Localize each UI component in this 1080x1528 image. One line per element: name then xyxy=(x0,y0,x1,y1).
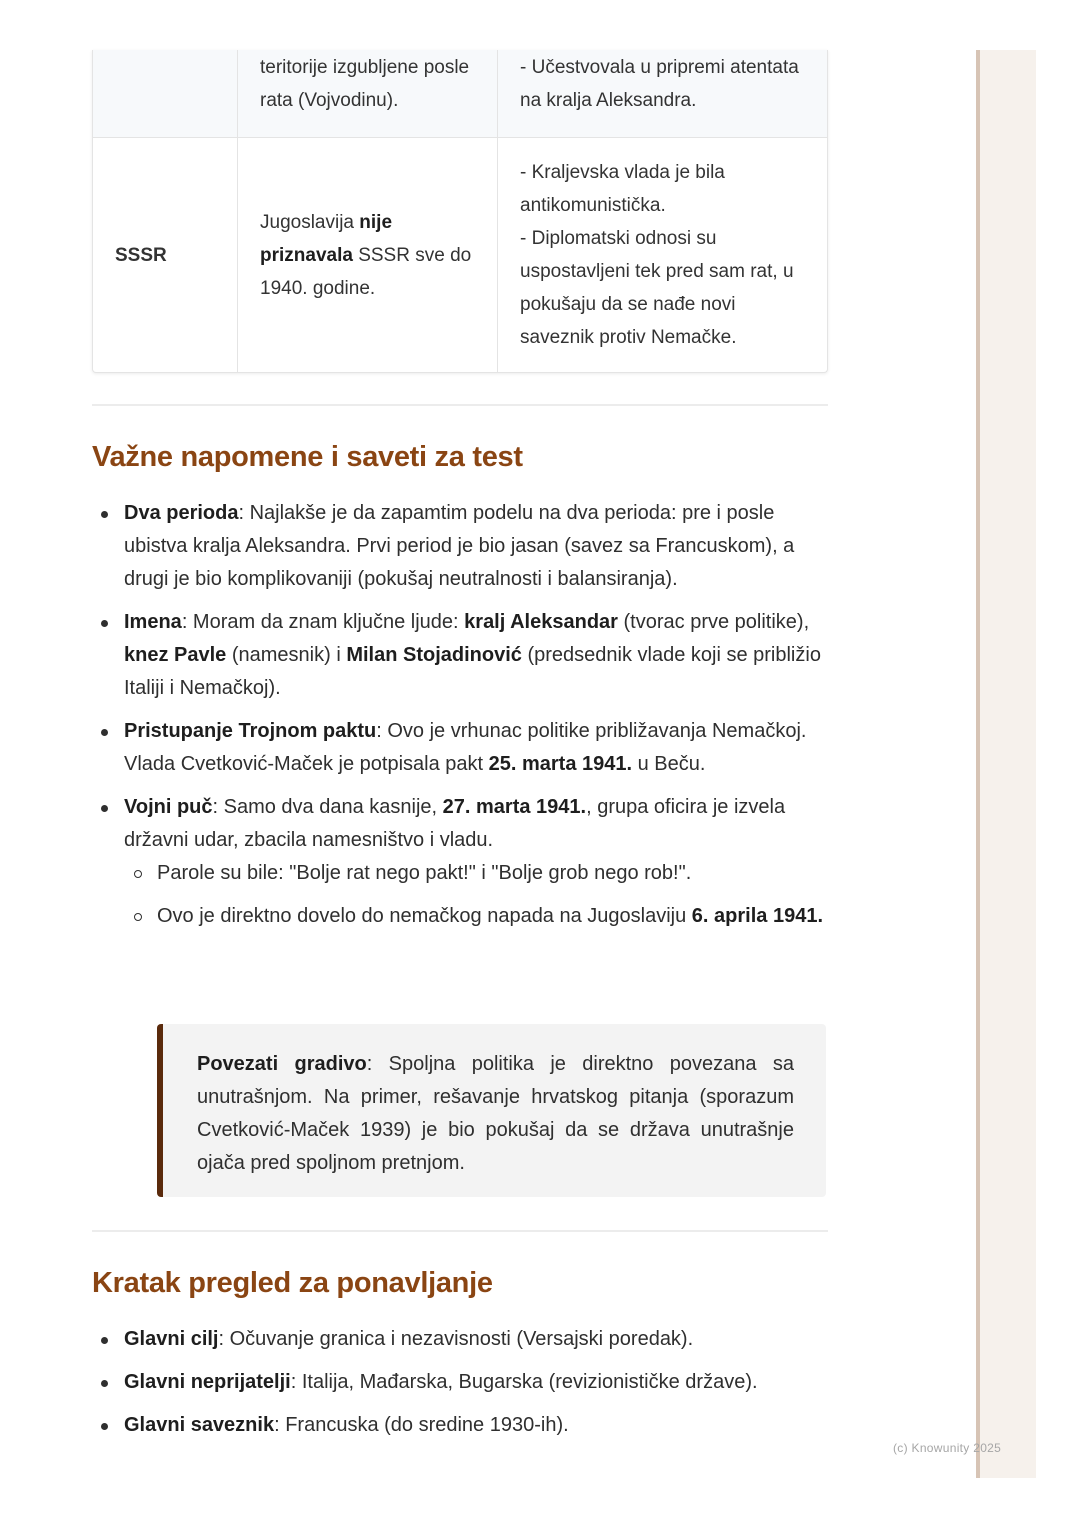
text: Jugoslavija xyxy=(260,211,360,233)
callout-label: Povezati gradivo xyxy=(197,1053,367,1075)
table-cell-relation xyxy=(238,138,498,373)
item-text: : Francuska (do sredine 1930-ih). xyxy=(274,1414,569,1436)
table-row xyxy=(93,138,827,373)
tips-list xyxy=(92,497,828,943)
table-cell-country: SSSR xyxy=(93,138,238,373)
watermark: (c) Knowunity 2025 xyxy=(893,1441,1002,1455)
item-text: : Ovo je vrhunac politike približavanja Nemačkoj. Vlada Cvetković-Maček je potpisala pakt xyxy=(124,720,807,775)
sub-list xyxy=(124,857,828,933)
item-text: : Moram da znam ključne ljude: xyxy=(181,611,465,633)
bold-text: Milan Stojadinović xyxy=(346,644,522,666)
note-line: - Diplomatski odnosi su uspostavljeni tek pred sam rat, u pokušaju da se nađe novi saveznik protiv Nemačke. xyxy=(520,228,794,348)
table-cell-relation: teritorije izgubljene posle rata (Vojvodinu). xyxy=(238,50,498,138)
bold-text: 27. marta 1941. xyxy=(442,796,587,818)
item-text: u Beču. xyxy=(632,753,706,775)
item-label: Pristupanje Trojnom paktu xyxy=(124,720,377,742)
bold-text: 25. marta 1941. xyxy=(488,753,633,775)
item-text: , grupa oficira je izvela državni udar, zbacila namesništvo i vladu. xyxy=(124,796,786,851)
bold-text: nije priznavala xyxy=(260,211,393,266)
divider xyxy=(92,1230,828,1232)
note-line: - Kraljevska vlada je bila antikomunistička. xyxy=(520,162,725,216)
list-item xyxy=(92,791,828,933)
page-side-strip xyxy=(976,50,1036,1478)
item-label: Vojni puč xyxy=(124,796,213,818)
item-text: (tvorac prve politike), xyxy=(617,611,810,633)
callout-box xyxy=(157,1024,826,1197)
sub-list-item xyxy=(124,900,828,933)
bold-text: knez Pavle xyxy=(124,644,227,666)
relations-table xyxy=(92,50,828,373)
item-text: Ovo je direktno dovelo do nemačkog napada na Jugoslaviju xyxy=(157,905,692,927)
bold-text: kralj Aleksandar xyxy=(464,611,618,633)
text: SSSR sve do 1940. godine. xyxy=(260,244,472,299)
item-label: Glavni neprijatelji xyxy=(124,1371,291,1393)
divider xyxy=(92,404,828,406)
item-text: (namesnik) i xyxy=(226,644,347,666)
item-label: Imena xyxy=(124,611,182,633)
item-text: : Očuvanje granica i nezavisnosti (Versajski poredak). xyxy=(218,1328,694,1350)
item-label: Glavni cilj xyxy=(124,1328,219,1350)
review-list xyxy=(92,1323,828,1452)
item-label: Dva perioda xyxy=(124,502,239,524)
list-item xyxy=(92,1366,828,1399)
table-row xyxy=(93,50,827,138)
section-title-review: Kratak pregled za ponavljanje xyxy=(92,1267,493,1299)
item-text: : Samo dva dana kasnije, xyxy=(212,796,443,818)
item-text: Parole su bile: "Bolje rat nego pakt!" i "Bolje grob nego rob!". xyxy=(157,862,692,884)
table-cell-notes: - Učestvovala u pripremi atentata na kralja Aleksandra. xyxy=(498,50,828,138)
section-title-tips: Važne napomene i saveti za test xyxy=(92,441,523,473)
bold-text: 6. aprila 1941. xyxy=(691,905,823,927)
item-label: Glavni saveznik xyxy=(124,1414,275,1436)
sub-list-item xyxy=(124,857,828,890)
list-item xyxy=(92,1409,828,1442)
table-cell-country xyxy=(93,50,238,138)
item-text: : Najlakše je da zapamtim podelu na dva perioda: pre i posle ubistva kralja Aleksandra. Prvi period je bio jasan (savez sa Francuskom), a drugi je bio komplikovaniji (pokušaj neutralnosti i balansiranja). xyxy=(124,502,795,590)
list-item xyxy=(92,606,828,705)
table-cell-notes xyxy=(498,138,828,373)
item-text: : Italija, Mađarska, Bugarska (revizionističke države). xyxy=(290,1371,758,1393)
list-item xyxy=(92,497,828,596)
callout-text: : Spoljna politika je direktno povezana sa unutrašnjom. Na primer, rešavanje hrvatskog pitanja (sporazum Cvetković-Maček 1939) je bio pokušaj da se država unutrašnje ojača pred spoljnom pretnjom. xyxy=(197,1053,795,1174)
list-item xyxy=(92,715,828,781)
list-item xyxy=(92,1323,828,1356)
item-text: (predsednik vlade koji se približio Italiji i Nemačkoj). xyxy=(124,644,821,699)
